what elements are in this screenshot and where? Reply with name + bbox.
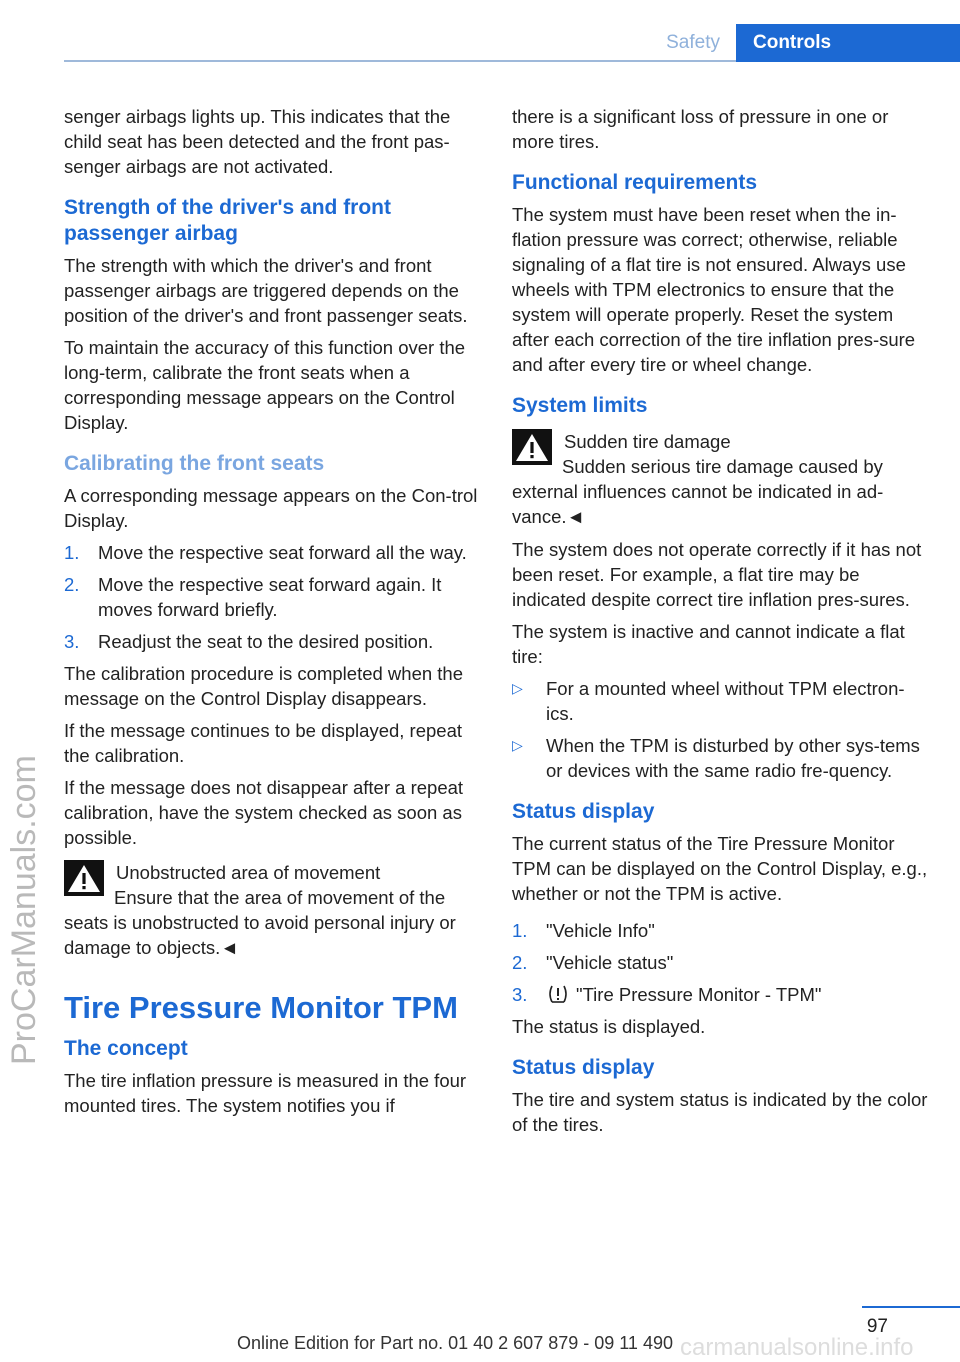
- paragraph: The current status of the Tire Pressure Monitor TPM can be displayed on the Control Display, e.g., whether or not the TPM is active.: [512, 833, 928, 904]
- heading-concept: The concept: [64, 1037, 188, 1060]
- page-number: 97: [866, 1316, 888, 1337]
- paragraph: A corresponding message appears on the Con-trol Display.: [64, 485, 478, 531]
- paragraph: If the message continues to be displayed, repeat the calibration.: [64, 720, 463, 766]
- warning-body: Ensure that the area of movement of the seats is unobstructed to avoid personal injury or damage to objects.◄: [64, 887, 456, 958]
- warning-title: Sudden tire damage: [564, 431, 731, 452]
- step-number: 2.: [512, 952, 528, 973]
- step-text: Move the respective seat forward again. It moves forward briefly.: [98, 574, 442, 620]
- paragraph: The tire inflation pressure is measured in the four mounted tires. The system notifies you if: [64, 1070, 467, 1116]
- watermark: ProCarManuals.com: [5, 755, 43, 1065]
- step-number: 1.: [512, 920, 528, 941]
- step-number: 3.: [512, 984, 528, 1005]
- step-text: "Tire Pressure Monitor - TPM": [576, 984, 822, 1005]
- heading-calibrating: Calibrating the front seats: [64, 452, 325, 475]
- tab-controls[interactable]: Controls: [736, 24, 960, 62]
- bullet-text: When the TPM is disturbed by other sys-tems or devices with the same radio fre-quency.: [546, 735, 920, 781]
- step-text: "Vehicle status": [546, 952, 674, 973]
- heading-airbag-strength: Strength of the driver's and front passenger airbag: [64, 196, 392, 245]
- paragraph: To maintain the accuracy of this function over the long-term, calibrate the front seats when a corresponding message appears on the Control Display.: [64, 337, 466, 433]
- tire-pressure-icon: [546, 984, 570, 1004]
- list-item: [64, 572, 482, 622]
- edition-note: Online Edition for Part no. 01 40 2 607 879 - 09 11 490: [237, 1333, 673, 1353]
- list-item: [64, 540, 482, 565]
- triangle-bullet-icon: ▷: [512, 737, 523, 753]
- heading-tpm: Tire Pressure Monitor TPM: [64, 990, 458, 1025]
- warning-body: Sudden serious tire damage caused by external influences cannot be indicated in ad-vance.◄: [512, 456, 884, 527]
- paragraph: The status is displayed.: [512, 1016, 706, 1037]
- step-text: Move the respective seat forward all the way.: [98, 542, 467, 563]
- warning-title: Unobstructed area of movement: [116, 862, 381, 883]
- heading-status-display-2: Status display: [512, 1056, 655, 1079]
- tab-safety[interactable]: Safety: [666, 32, 720, 53]
- paragraph: The system does not operate correctly if it has not been reset. For example, a flat tire may be indicated despite correct tire inflation pres-sures.: [512, 539, 922, 610]
- paragraph: there is a significant loss of pressure in one or more tires.: [512, 106, 889, 152]
- warning-box: [64, 860, 482, 960]
- calibration-steps: [64, 540, 482, 654]
- heading-status-display: Status display: [512, 800, 655, 823]
- bullet-text: For a mounted wheel without TPM electron-ics.: [546, 678, 905, 724]
- step-number: 1.: [64, 542, 80, 563]
- heading-system-limits: System limits: [512, 394, 648, 417]
- list-item: [512, 733, 932, 783]
- list-item: [512, 676, 932, 726]
- left-column: [64, 104, 482, 1125]
- list-item: [512, 950, 932, 975]
- paragraph: The calibration procedure is completed when the message on the Control Display disappears.: [64, 663, 464, 709]
- step-text: Readjust the seat to the desired position.: [98, 631, 434, 652]
- paragraph: The system is inactive and cannot indicate a flat tire:: [512, 621, 905, 667]
- inactive-conditions: [512, 676, 932, 783]
- right-column: [512, 104, 932, 1144]
- warning-triangle-icon: [512, 429, 552, 465]
- watermark-footer: carmanualsonline.info: [680, 1334, 914, 1361]
- list-item: [64, 629, 482, 654]
- paragraph: The system must have been reset when the in-flation pressure was correct; otherwise, reliable signaling of a flat tire is not ensured. Always use wheels with TPM electronics to ensure that the system will operate properly. Reset the system after each correction of the tire inflation pres-sure and after every tire or wheel change.: [512, 204, 916, 375]
- paragraph: The tire and system status is indicated by the color of the tires.: [512, 1089, 928, 1135]
- triangle-bullet-icon: ▷: [512, 680, 523, 696]
- step-text: "Vehicle Info": [546, 920, 655, 941]
- list-item: [512, 982, 932, 1007]
- heading-functional: Functional requirements: [512, 171, 758, 194]
- warning-box: [512, 429, 932, 529]
- list-item: [512, 918, 932, 943]
- paragraph: If the message does not disappear after a repeat calibration, have the system checked as soon as possible.: [64, 777, 464, 848]
- step-number: 3.: [64, 631, 80, 652]
- warning-triangle-icon: [64, 860, 104, 896]
- footer-rule: [862, 1306, 960, 1308]
- status-steps: [512, 918, 932, 1007]
- step-number: 2.: [64, 574, 80, 595]
- intro-paragraph: senger airbags lights up. This indicates that the child seat has been detected and the front pas-senger airbags are not activated.: [64, 106, 451, 177]
- paragraph: The strength with which the driver's and front passenger airbags are triggered depends on the position of the driver's and front passenger seats.: [64, 255, 468, 326]
